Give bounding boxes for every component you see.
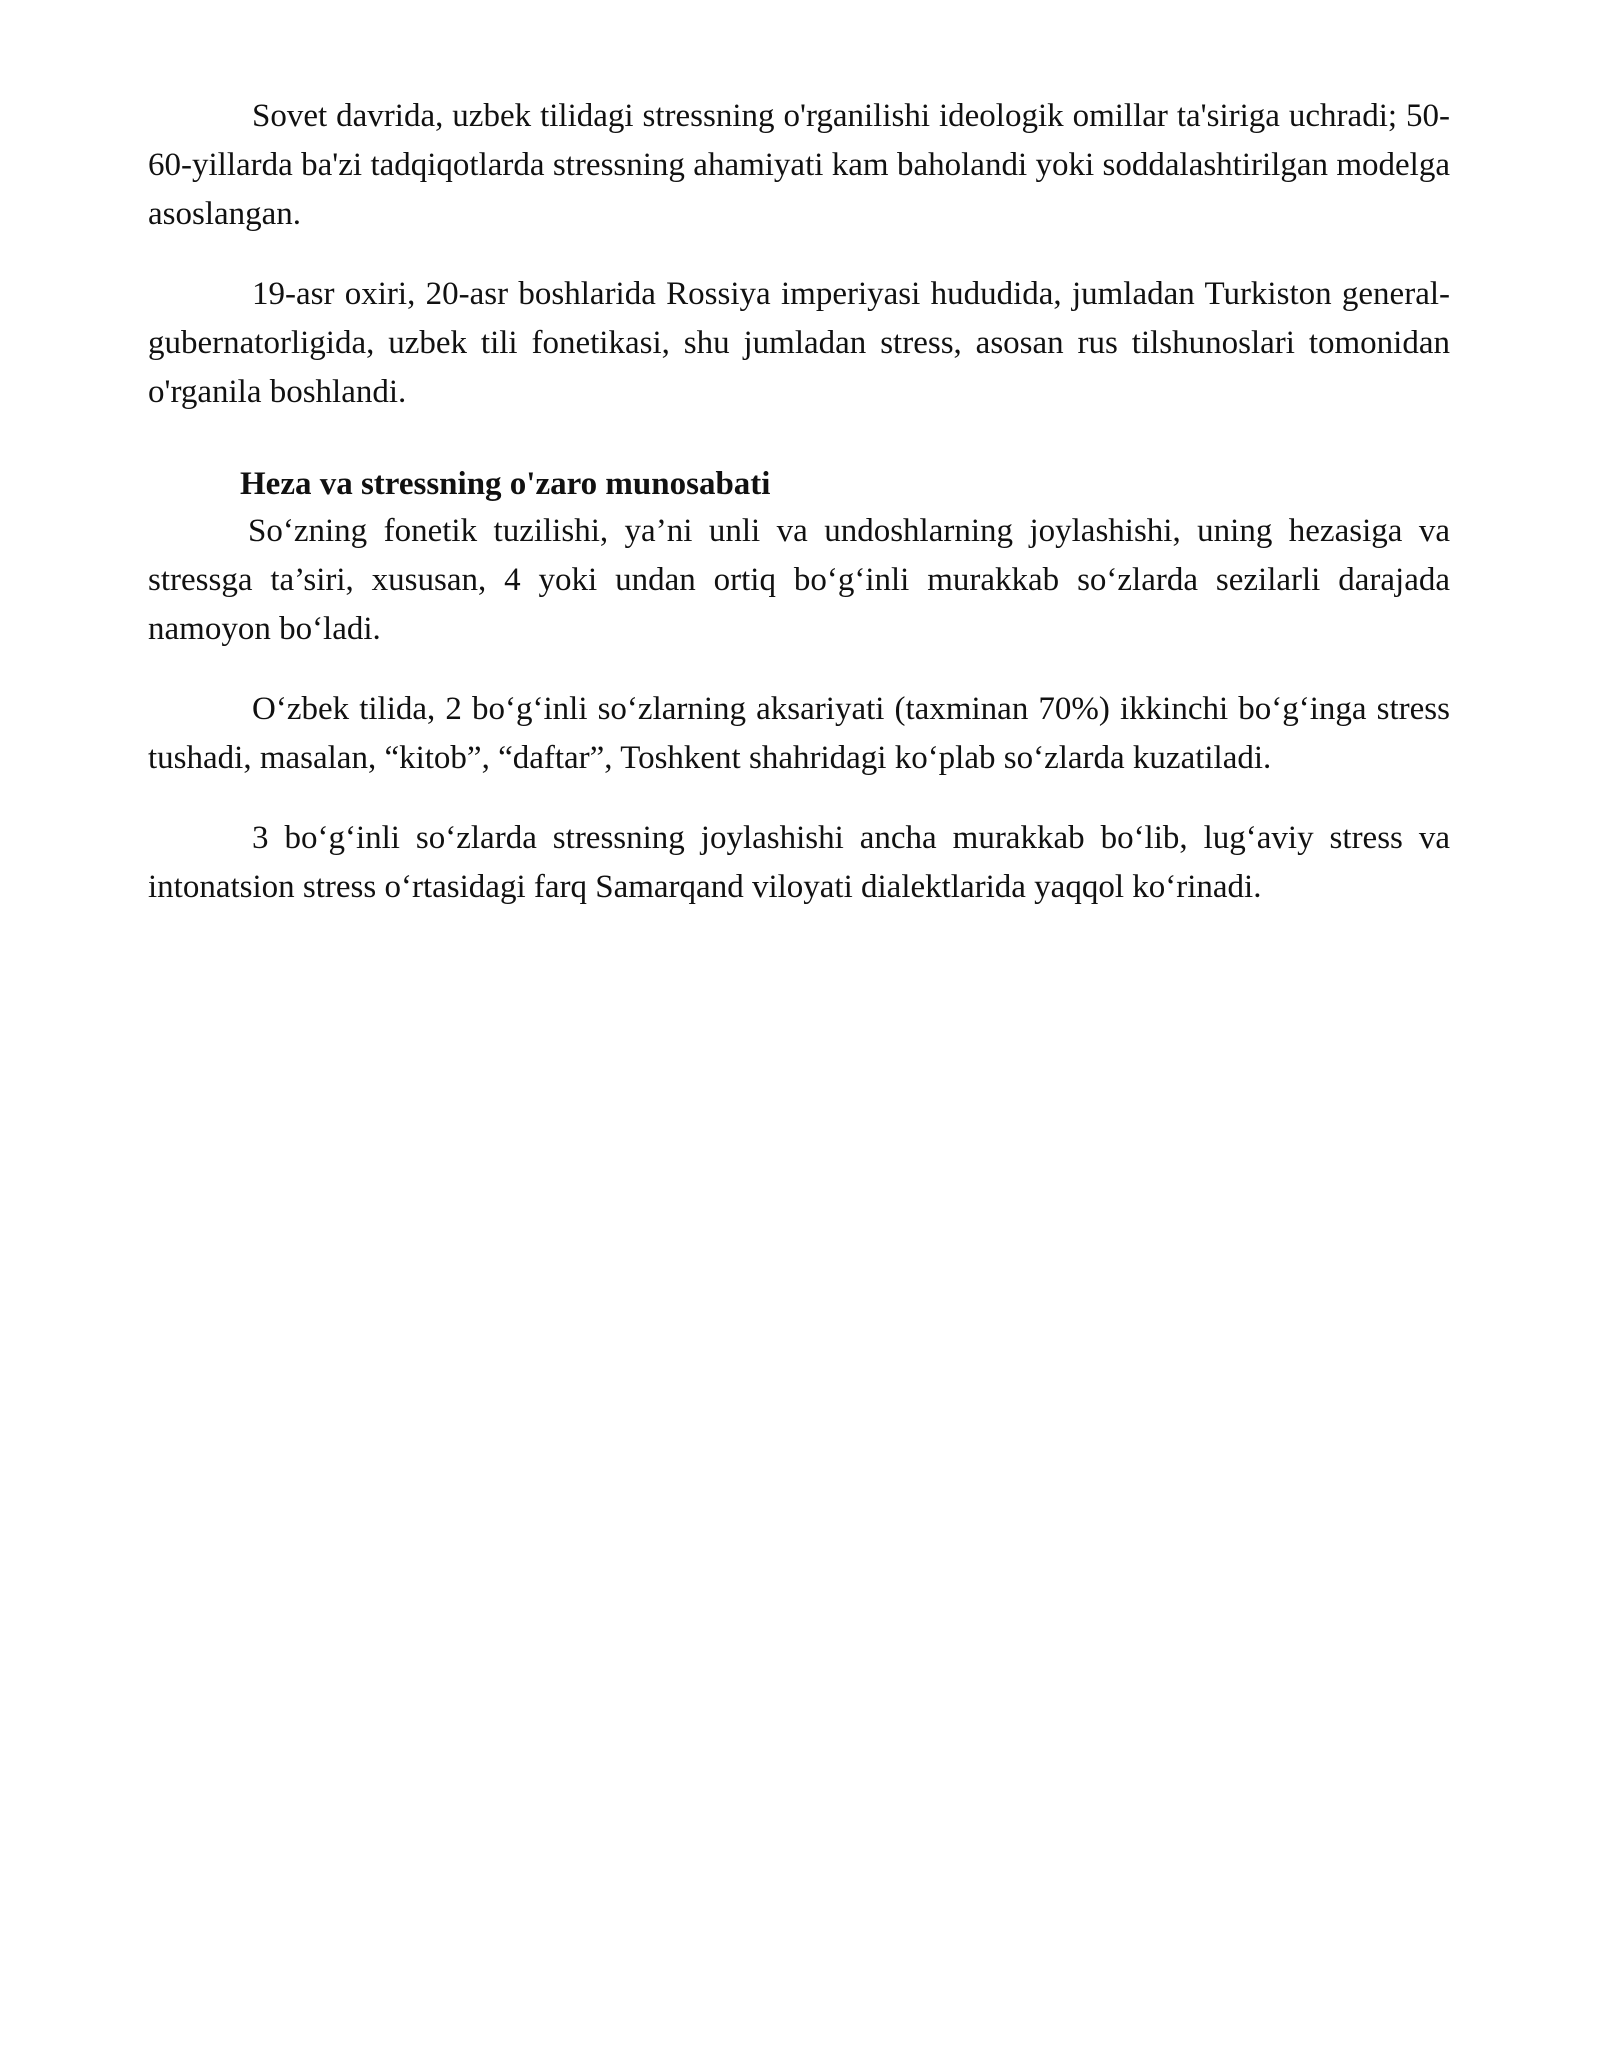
paragraph-19th-century: 19-asr oxiri, 20-asr boshlarida Rossiya imperiyasi hududida, jumladan Turkiston general-gubernatorligida, uzbek tili fonetikasi, shu jumladan stress, asosan rus tilshunoslari tomonidan o'rganila boshlandi.: [148, 276, 1450, 410]
section-heading: Heza va stressning o'zaro munosabati: [240, 466, 771, 502]
paragraph-two-syllable-words: O‘zbek tilida, 2 bo‘g‘inli so‘zlarning aksariyati (taxminan 70%) ikkinchi bo‘g‘inga stress tushadi, masalan, “kitob”, “daftar”, Toshkent shahridagi ko‘plab so‘zlarda kuzatiladi.: [148, 691, 1450, 776]
paragraph-phonetic-structure: So‘zning fonetik tuzilishi, ya’ni unli va undoshlarning joylashishi, uning hezasiga va stressga ta’siri, xususan, 4 yoki undan ortiq bo‘g‘inli murakkab so‘zlarda sezilarli darajada namoyon bo‘ladi.: [148, 513, 1450, 647]
document-body: [148, 92, 1450, 943]
paragraph-three-syllable-words: 3 bo‘g‘inli so‘zlarda stressning joylashishi ancha murakkab bo‘lib, lug‘aviy stress va intonatsion stress o‘rtasidagi farq Samarqand viloyati dialektlarida yaqqol ko‘rinadi.: [148, 820, 1450, 905]
paragraph-soviet-period: Sovet davrida, uzbek tilidagi stressning o'rganilishi ideologik omillar ta'siriga uchradi; 50-60-yillarda ba'zi tadqiqotlarda stressning ahamiyati kam baholandi yoki soddalashtirilgan modelga asoslangan.: [148, 98, 1450, 232]
